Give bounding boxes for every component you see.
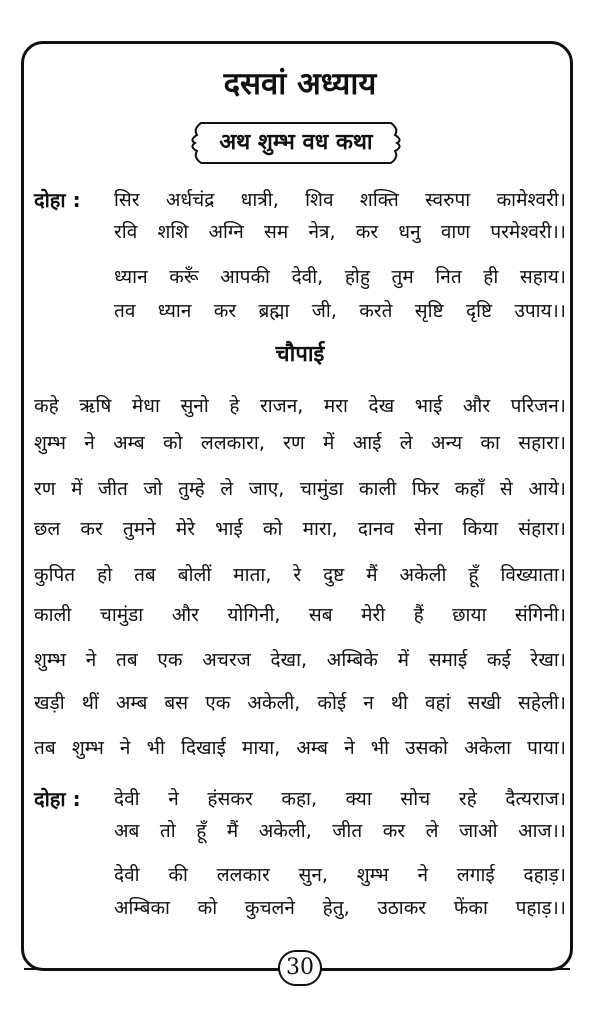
chaupai-line: काली चामुंडा और योगिनी, सब मेरी हैं छाया संगिनी। — [34, 604, 566, 626]
doha-line: तव ध्यान कर ब्रह्मा जी, करते सृष्टि दृष्टि उपाय।। — [114, 300, 566, 322]
chaupai-line: छल कर तुमने मेरे भाई को मारा, दानव सेना किया संहारा। — [34, 518, 566, 540]
doha-line: रवि शशि अग्नि सम नेत्र, कर धनु वाण परमेश्वरी।। — [114, 221, 566, 243]
chaupai-line: कहे ऋषि मेधा सुनो हे राजन, मरा देख भाई और परिजन। — [34, 395, 566, 417]
page-rule-left — [24, 968, 278, 970]
doha-line: अम्बिका को कुचलने हेतु, उठाकर फेंका पहाड़।। — [114, 897, 566, 919]
doha-line: देवी ने हंसकर कहा, क्या सोच रहे दैत्यराज। — [114, 788, 566, 810]
chaupai-line: खड़ी थीं अम्ब बस एक अकेली, कोई न थी वहां सखी सहेली। — [34, 692, 566, 714]
doha-line: सिर अर्धचंद्र धात्री, शिव शक्ति स्वरुपा कामेश्वरी। — [114, 189, 566, 211]
doha-line: देवी की ललकार सुन, शुम्भ ने लगाई दहाड़। — [114, 864, 566, 886]
chaupai-line: शुम्भ ने तब एक अचरज देखा, अम्बिके में समाई कई रेखा। — [34, 649, 566, 671]
section-title: अथ शुम्भ वध कथा — [219, 130, 373, 155]
chaupai-heading: चौपाई — [275, 342, 325, 367]
chaupai-line: तब शुम्भ ने भी दिखाई माया, अम्ब ने भी उसको अकेला पाया। — [34, 737, 566, 759]
section-title-box — [181, 120, 411, 166]
doha-line: ध्यान करूँ आपकी देवी, होहु तुम नित ही सहाय। — [114, 266, 566, 288]
doha-line: अब तो हूँ मैं अकेली, जीत कर ले जाओ आज।। — [114, 820, 566, 842]
chaupai-line: रण में जीत जो तुम्हे ले जाए, चामुंडा काली फिर कहाँ से आये। — [34, 478, 566, 500]
doha-label: दोहा : — [34, 188, 81, 212]
page-number: 30 — [278, 950, 322, 986]
chaupai-line: कुपित हो तब बोलीं माता, रे दुष्ट मैं अकेली हूँ विख्याता। — [34, 564, 566, 586]
doha-label: दोहा : — [34, 787, 81, 811]
page-rule-right — [322, 968, 570, 970]
chaupai-line: शुम्भ ने अम्ब को ललकारा, रण में आई ले अन्य का सहारा। — [34, 432, 566, 454]
chapter-title: दसवां अध्याय — [223, 66, 377, 102]
